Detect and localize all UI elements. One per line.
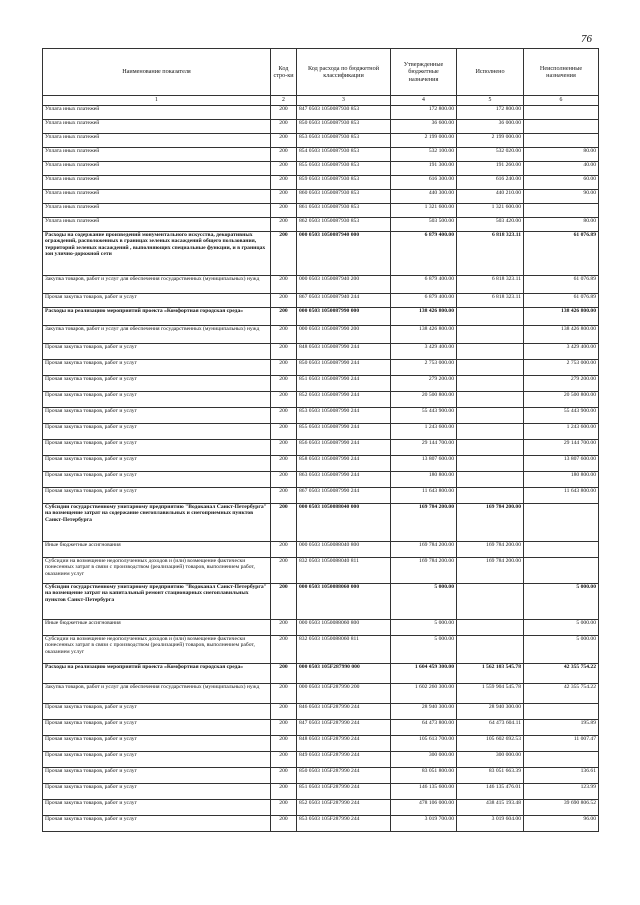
table-row xyxy=(43,134,599,148)
row-executed xyxy=(457,344,524,360)
row-unexecuted: 2 753 000.00 xyxy=(524,360,599,376)
row-approved: 279 200.00 xyxy=(391,376,457,392)
row-executed: 172 800.00 xyxy=(457,106,524,120)
header-line-code: Код стро-ки xyxy=(271,49,297,96)
row-executed: 6 818 323.11 xyxy=(457,232,524,276)
row-line-code: 200 xyxy=(271,800,297,816)
row-approved: 169 784 200.00 xyxy=(391,558,457,584)
table-row xyxy=(43,504,599,542)
row-budget-code: 853 0503 1050087930 853 xyxy=(297,134,391,148)
row-executed xyxy=(457,408,524,424)
row-unexecuted: 1 243 600.00 xyxy=(524,424,599,440)
row-executed: 300 000.00 xyxy=(457,752,524,768)
table-row xyxy=(43,106,599,120)
row-unexecuted: 55 443 900.00 xyxy=(524,408,599,424)
table-row xyxy=(43,720,599,736)
row-executed: 169 784 200.00 xyxy=(457,558,524,584)
row-name: Расходы на реализацию мероприятий проекта «Комфортная городская среда» xyxy=(43,664,271,684)
row-unexecuted: 11 643 800.00 xyxy=(524,488,599,504)
row-approved: 169 784 200.00 xyxy=(391,542,457,558)
row-budget-code: 848 0503 1050087990 244 xyxy=(297,344,391,360)
table-body xyxy=(43,106,599,832)
row-line-code: 200 xyxy=(271,636,297,664)
row-budget-code: 000 0503 1050088040 000 xyxy=(297,504,391,542)
column-number: 2 xyxy=(271,96,297,106)
row-budget-code: 852 0503 105F287990 244 xyxy=(297,800,391,816)
row-budget-code: 832 0503 1050088040 811 xyxy=(297,558,391,584)
row-unexecuted: 195.89 xyxy=(524,720,599,736)
row-budget-code: 000 0503 1050088040 800 xyxy=(297,542,391,558)
row-name: Прочая закупка товаров, работ и услуг xyxy=(43,736,271,752)
row-budget-code: 000 0503 1050088060 800 xyxy=(297,620,391,636)
row-executed: 1 559 904 545.78 xyxy=(457,684,524,704)
row-approved: 138 426 800.00 xyxy=(391,308,457,326)
row-approved: 532 100.00 xyxy=(391,148,457,162)
row-unexecuted: 11 007.47 xyxy=(524,736,599,752)
row-budget-code: 000 0503 1050087940 000 xyxy=(297,232,391,276)
table-row xyxy=(43,684,599,704)
row-unexecuted: 96.00 xyxy=(524,816,599,832)
row-name: Прочая закупка товаров, работ и услуг xyxy=(43,800,271,816)
row-line-code: 200 xyxy=(271,148,297,162)
table-row xyxy=(43,816,599,832)
table-row xyxy=(43,584,599,620)
row-line-code: 200 xyxy=(271,488,297,504)
row-budget-code: 832 0503 1050088060 811 xyxy=(297,636,391,664)
row-unexecuted: 20 500 800.00 xyxy=(524,392,599,408)
row-approved: 172 800.00 xyxy=(391,106,457,120)
row-unexecuted: 136.61 xyxy=(524,768,599,784)
row-line-code: 200 xyxy=(271,232,297,276)
row-name: Субсидии государственному унитарному предприятию "Водоканал Санкт-Петербурга" на возмещение затрат на капитальный ремонт стационарных снегоплавильных пунктов Санкт-Петербурга xyxy=(43,584,271,620)
row-name: Иные бюджетные ассигнования xyxy=(43,620,271,636)
row-approved: 5 000.00 xyxy=(391,584,457,620)
row-approved: 13 807 600.00 xyxy=(391,456,457,472)
table-row xyxy=(43,472,599,488)
row-budget-code: 850 0503 105F287990 244 xyxy=(297,768,391,784)
row-name: Субсидии на возмещение недополученных доходов и (или) возмещение фактически понесенных затрат в связи с производством (реализацией) товаров, выполнением работ, оказанием услуг xyxy=(43,558,271,584)
row-budget-code: 854 0503 1050087930 853 xyxy=(297,148,391,162)
row-executed xyxy=(457,392,524,408)
row-unexecuted xyxy=(524,752,599,768)
row-unexecuted: 60.00 xyxy=(524,176,599,190)
row-approved: 28 940 300.00 xyxy=(391,704,457,720)
row-executed: 1 321 600.00 xyxy=(457,204,524,218)
row-unexecuted: 123.99 xyxy=(524,784,599,800)
table-row xyxy=(43,736,599,752)
row-line-code: 200 xyxy=(271,664,297,684)
row-unexecuted: 90.00 xyxy=(524,190,599,204)
row-line-code: 200 xyxy=(271,816,297,832)
row-executed: 191 260.00 xyxy=(457,162,524,176)
row-executed: 6 818 323.11 xyxy=(457,276,524,294)
row-executed: 105 602 692.53 xyxy=(457,736,524,752)
row-unexecuted xyxy=(524,504,599,542)
row-approved: 1 602 260 300.00 xyxy=(391,684,457,704)
table-row xyxy=(43,232,599,276)
row-approved: 64 473 800.00 xyxy=(391,720,457,736)
row-name: Закупка товаров, работ и услуг для обеспечения государственных (муниципальных) нужд xyxy=(43,276,271,294)
row-budget-code: 853 0503 1050087990 244 xyxy=(297,408,391,424)
row-unexecuted xyxy=(524,134,599,148)
row-budget-code: 847 0503 1050087930 853 xyxy=(297,106,391,120)
row-unexecuted: 61 076.89 xyxy=(524,232,599,276)
row-name: Прочая закупка товаров, работ и услуг xyxy=(43,488,271,504)
row-name: Уплата иных платежей xyxy=(43,218,271,232)
row-name: Расходы на содержание произведений монументального искусства, декоративных ограждений, расположенных в границах зеленых насаждений общего пользования, территорий зеленых насаждений , выполняющих специальные функции, и в границах зон улично-дорожной сети xyxy=(43,232,271,276)
row-name: Уплата иных платежей xyxy=(43,176,271,190)
table-row xyxy=(43,190,599,204)
row-approved: 2 753 000.00 xyxy=(391,360,457,376)
row-unexecuted: 42 355 754.22 xyxy=(524,684,599,704)
row-approved: 191 300.00 xyxy=(391,162,457,176)
table-header-row xyxy=(43,49,599,96)
row-budget-code: 859 0503 1050087930 853 xyxy=(297,176,391,190)
row-budget-code: 000 0503 105F287990 000 xyxy=(297,664,391,684)
row-name: Прочая закупка товаров, работ и услуг xyxy=(43,344,271,360)
row-line-code: 200 xyxy=(271,408,297,424)
row-executed xyxy=(457,636,524,664)
row-unexecuted: 3 429 400.00 xyxy=(524,344,599,360)
row-executed xyxy=(457,456,524,472)
row-name: Уплата иных платежей xyxy=(43,148,271,162)
row-line-code: 200 xyxy=(271,620,297,636)
row-approved: 11 643 800.00 xyxy=(391,488,457,504)
row-name: Прочая закупка товаров, работ и услуг xyxy=(43,752,271,768)
table-row xyxy=(43,542,599,558)
row-line-code: 200 xyxy=(271,276,297,294)
row-unexecuted: 29 144 700.00 xyxy=(524,440,599,456)
row-budget-code: 849 0503 105F287990 244 xyxy=(297,752,391,768)
row-approved: 3 019 700.00 xyxy=(391,816,457,832)
row-unexecuted xyxy=(524,120,599,134)
row-line-code: 200 xyxy=(271,190,297,204)
row-line-code: 200 xyxy=(271,504,297,542)
row-budget-code: 000 0503 105F287990 200 xyxy=(297,684,391,704)
budget-execution-table xyxy=(42,48,599,832)
row-name: Прочая закупка товаров, работ и услуг xyxy=(43,768,271,784)
row-budget-code: 860 0503 1050087930 853 xyxy=(297,190,391,204)
row-executed: 146 135 476.01 xyxy=(457,784,524,800)
row-unexecuted: 39 690 806.52 xyxy=(524,800,599,816)
row-budget-code: 863 0503 1050087990 244 xyxy=(297,472,391,488)
table-row xyxy=(43,768,599,784)
header-unexecuted: Неисполненные назначения xyxy=(524,49,599,96)
row-line-code: 200 xyxy=(271,704,297,720)
row-name: Прочая закупка товаров, работ и услуг xyxy=(43,408,271,424)
row-line-code: 200 xyxy=(271,542,297,558)
row-line-code: 200 xyxy=(271,456,297,472)
row-budget-code: 848 0503 105F287990 244 xyxy=(297,736,391,752)
row-line-code: 200 xyxy=(271,768,297,784)
row-name: Прочая закупка товаров, работ и услуг xyxy=(43,294,271,308)
table-row xyxy=(43,308,599,326)
table-row xyxy=(43,344,599,360)
row-budget-code: 846 0503 105F287990 244 xyxy=(297,704,391,720)
row-name: Уплата иных платежей xyxy=(43,134,271,148)
row-name: Прочая закупка товаров, работ и услуг xyxy=(43,440,271,456)
row-line-code: 200 xyxy=(271,376,297,392)
row-line-code: 200 xyxy=(271,134,297,148)
row-unexecuted xyxy=(524,106,599,120)
row-unexecuted: 61 076.89 xyxy=(524,276,599,294)
row-approved: 616 300.00 xyxy=(391,176,457,190)
table-row xyxy=(43,294,599,308)
row-unexecuted: 138 426 800.00 xyxy=(524,308,599,326)
row-executed: 532 020.00 xyxy=(457,148,524,162)
row-name: Прочая закупка товаров, работ и услуг xyxy=(43,392,271,408)
table-row xyxy=(43,440,599,456)
row-line-code: 200 xyxy=(271,204,297,218)
table-row xyxy=(43,488,599,504)
row-approved: 36 600.00 xyxy=(391,120,457,134)
table-row xyxy=(43,424,599,440)
row-budget-code: 862 0503 1050087930 853 xyxy=(297,218,391,232)
row-name: Прочая закупка товаров, работ и услуг xyxy=(43,376,271,392)
table-row xyxy=(43,276,599,294)
row-name: Прочая закупка товаров, работ и услуг xyxy=(43,816,271,832)
table-row xyxy=(43,148,599,162)
row-approved: 1 321 600.00 xyxy=(391,204,457,218)
row-approved: 138 426 800.00 xyxy=(391,326,457,344)
row-unexecuted: 40.00 xyxy=(524,162,599,176)
row-name: Уплата иных платежей xyxy=(43,162,271,176)
row-approved: 29 144 700.00 xyxy=(391,440,457,456)
row-name: Уплата иных платежей xyxy=(43,204,271,218)
row-unexecuted: 5 000.00 xyxy=(524,636,599,664)
row-unexecuted: 13 807 600.00 xyxy=(524,456,599,472)
row-name: Уплата иных платежей xyxy=(43,120,271,134)
row-approved: 20 500 800.00 xyxy=(391,392,457,408)
row-executed xyxy=(457,376,524,392)
row-executed: 169 784 200.00 xyxy=(457,504,524,542)
row-approved: 5 000.00 xyxy=(391,620,457,636)
table-row xyxy=(43,752,599,768)
row-unexecuted: 80.00 xyxy=(524,218,599,232)
table-row xyxy=(43,800,599,816)
row-line-code: 200 xyxy=(271,472,297,488)
row-name: Прочая закупка товаров, работ и услуг xyxy=(43,424,271,440)
row-executed: 616 240.00 xyxy=(457,176,524,190)
row-budget-code: 867 0503 1050087940 244 xyxy=(297,294,391,308)
row-approved: 1 243 600.00 xyxy=(391,424,457,440)
row-executed: 438 415 193.48 xyxy=(457,800,524,816)
row-approved: 2 199 000.00 xyxy=(391,134,457,148)
row-line-code: 200 xyxy=(271,424,297,440)
row-line-code: 200 xyxy=(271,294,297,308)
row-executed: 28 940 300.00 xyxy=(457,704,524,720)
row-budget-code: 000 0503 1050087940 200 xyxy=(297,276,391,294)
row-executed xyxy=(457,472,524,488)
row-budget-code: 855 0503 1050087990 244 xyxy=(297,424,391,440)
row-approved: 503 500.00 xyxy=(391,218,457,232)
row-line-code: 200 xyxy=(271,326,297,344)
row-executed: 503 420.00 xyxy=(457,218,524,232)
row-line-code: 200 xyxy=(271,752,297,768)
row-unexecuted: 80.00 xyxy=(524,148,599,162)
row-name: Прочая закупка товаров, работ и услуг xyxy=(43,456,271,472)
row-approved: 1 604 459 300.00 xyxy=(391,664,457,684)
row-executed: 36 000.00 xyxy=(457,120,524,134)
row-line-code: 200 xyxy=(271,176,297,190)
table-row xyxy=(43,784,599,800)
row-name: Закупка товаров, работ и услуг для обеспечения государственных (муниципальных) нужд xyxy=(43,684,271,704)
row-budget-code: 861 0503 1050087930 853 xyxy=(297,204,391,218)
row-unexecuted xyxy=(524,542,599,558)
row-budget-code: 867 0503 1050087990 244 xyxy=(297,488,391,504)
row-budget-code: 853 0503 105F287990 244 xyxy=(297,816,391,832)
table-row xyxy=(43,664,599,684)
row-line-code: 200 xyxy=(271,720,297,736)
row-unexecuted: 5 000.00 xyxy=(524,584,599,620)
row-approved: 5 000.00 xyxy=(391,636,457,664)
table-row xyxy=(43,620,599,636)
row-line-code: 200 xyxy=(271,684,297,704)
row-executed: 1 562 103 545.78 xyxy=(457,664,524,684)
row-name: Прочая закупка товаров, работ и услуг xyxy=(43,360,271,376)
row-name: Закупка товаров, работ и услуг для обеспечения государственных (муниципальных) нужд xyxy=(43,326,271,344)
row-unexecuted: 180 800.00 xyxy=(524,472,599,488)
row-budget-code: 852 0503 1050087990 244 xyxy=(297,392,391,408)
row-line-code: 200 xyxy=(271,344,297,360)
row-name: Прочая закупка товаров, работ и услуг xyxy=(43,720,271,736)
row-executed xyxy=(457,360,524,376)
table-row xyxy=(43,392,599,408)
row-executed xyxy=(457,488,524,504)
row-name: Субсидии государственному унитарному предприятию "Водоканал Санкт-Петербурга" на возмещение затрат на содержание снегоплавильных и снегоприемных пунктов Санкт-Петербурга xyxy=(43,504,271,542)
table-row xyxy=(43,636,599,664)
row-budget-code: 851 0503 1050087990 244 xyxy=(297,376,391,392)
column-number: 4 xyxy=(391,96,457,106)
row-unexecuted: 279 200.00 xyxy=(524,376,599,392)
row-budget-code: 851 0503 105F287990 244 xyxy=(297,784,391,800)
row-executed xyxy=(457,424,524,440)
row-executed: 440 210.00 xyxy=(457,190,524,204)
row-approved: 440 300.00 xyxy=(391,190,457,204)
row-executed: 64 473 604.11 xyxy=(457,720,524,736)
row-approved: 478 106 000.00 xyxy=(391,800,457,816)
row-unexecuted xyxy=(524,558,599,584)
row-unexecuted xyxy=(524,204,599,218)
row-unexecuted: 61 076.89 xyxy=(524,294,599,308)
row-line-code: 200 xyxy=(271,558,297,584)
row-executed xyxy=(457,440,524,456)
column-number: 5 xyxy=(457,96,524,106)
table-row xyxy=(43,456,599,472)
row-name: Субсидии на возмещение недополученных доходов и (или) возмещение фактически понесенных затрат в связи с производством (реализацией) товаров, выполнением работ, оказанием услуг xyxy=(43,636,271,664)
row-line-code: 200 xyxy=(271,308,297,326)
row-line-code: 200 xyxy=(271,120,297,134)
row-executed: 6 818 323.11 xyxy=(457,294,524,308)
row-name: Прочая закупка товаров, работ и услуг xyxy=(43,472,271,488)
header-name: Наименование показателя xyxy=(43,49,271,96)
row-line-code: 200 xyxy=(271,584,297,620)
row-budget-code: 850 0503 1050087990 244 xyxy=(297,360,391,376)
row-unexecuted: 138 426 800.00 xyxy=(524,326,599,344)
table-row xyxy=(43,218,599,232)
row-unexecuted xyxy=(524,704,599,720)
row-name: Уплата иных платежей xyxy=(43,190,271,204)
row-name: Прочая закупка товаров, работ и услуг xyxy=(43,704,271,720)
row-line-code: 200 xyxy=(271,784,297,800)
row-executed: 169 784 200.00 xyxy=(457,542,524,558)
table-row xyxy=(43,704,599,720)
row-name: Иные бюджетные ассигнования xyxy=(43,542,271,558)
row-unexecuted: 42 355 754.22 xyxy=(524,664,599,684)
row-unexecuted: 5 000.00 xyxy=(524,620,599,636)
row-name: Расходы на реализацию мероприятий проекта «Комфортная городская среда» xyxy=(43,308,271,326)
row-approved: 169 784 200.00 xyxy=(391,504,457,542)
table-row xyxy=(43,204,599,218)
row-executed xyxy=(457,620,524,636)
row-line-code: 200 xyxy=(271,440,297,456)
row-line-code: 200 xyxy=(271,360,297,376)
row-approved: 300 000.00 xyxy=(391,752,457,768)
row-name: Уплата иных платежей xyxy=(43,106,271,120)
table-row xyxy=(43,558,599,584)
row-budget-code: 856 0503 1050087990 244 xyxy=(297,440,391,456)
row-budget-code: 000 0503 1050087990 200 xyxy=(297,326,391,344)
row-approved: 55 443 900.00 xyxy=(391,408,457,424)
column-number: 1 xyxy=(43,96,271,106)
row-approved: 180 800.00 xyxy=(391,472,457,488)
row-budget-code: 000 0503 1050088060 000 xyxy=(297,584,391,620)
row-approved: 6 879 400.00 xyxy=(391,276,457,294)
row-line-code: 200 xyxy=(271,106,297,120)
row-approved: 6 879 400.00 xyxy=(391,232,457,276)
row-budget-code: 858 0503 1050087990 244 xyxy=(297,456,391,472)
row-executed: 3 019 604.00 xyxy=(457,816,524,832)
table-row xyxy=(43,326,599,344)
row-budget-code: 000 0503 1050087990 000 xyxy=(297,308,391,326)
row-name: Прочая закупка товаров, работ и услуг xyxy=(43,784,271,800)
row-budget-code: 850 0503 1050087930 853 xyxy=(297,120,391,134)
table-row xyxy=(43,360,599,376)
row-approved: 105 613 700.00 xyxy=(391,736,457,752)
row-executed: 2 199 000.00 xyxy=(457,134,524,148)
row-budget-code: 855 0503 1050087930 853 xyxy=(297,162,391,176)
row-line-code: 200 xyxy=(271,218,297,232)
column-number: 6 xyxy=(524,96,599,106)
table-row xyxy=(43,120,599,134)
row-executed xyxy=(457,584,524,620)
header-approved: Утвержденные бюджетные назначения xyxy=(391,49,457,96)
row-executed: 83 051 663.39 xyxy=(457,768,524,784)
row-executed xyxy=(457,326,524,344)
row-approved: 6 879 400.00 xyxy=(391,294,457,308)
table-row xyxy=(43,176,599,190)
row-budget-code: 847 0503 105F287990 244 xyxy=(297,720,391,736)
header-executed: Исполнено xyxy=(457,49,524,96)
column-numbers-row xyxy=(43,96,599,106)
row-executed xyxy=(457,308,524,326)
column-number: 3 xyxy=(297,96,391,106)
row-line-code: 200 xyxy=(271,162,297,176)
page-number: 76 xyxy=(581,33,592,45)
row-approved: 146 135 600.00 xyxy=(391,784,457,800)
row-approved: 83 051 800.00 xyxy=(391,768,457,784)
header-budget-code: Код расхода по бюджетной классификации xyxy=(297,49,391,96)
row-line-code: 200 xyxy=(271,392,297,408)
row-line-code: 200 xyxy=(271,736,297,752)
table-row xyxy=(43,408,599,424)
table-row xyxy=(43,376,599,392)
table-row xyxy=(43,162,599,176)
row-approved: 3 429 400.00 xyxy=(391,344,457,360)
